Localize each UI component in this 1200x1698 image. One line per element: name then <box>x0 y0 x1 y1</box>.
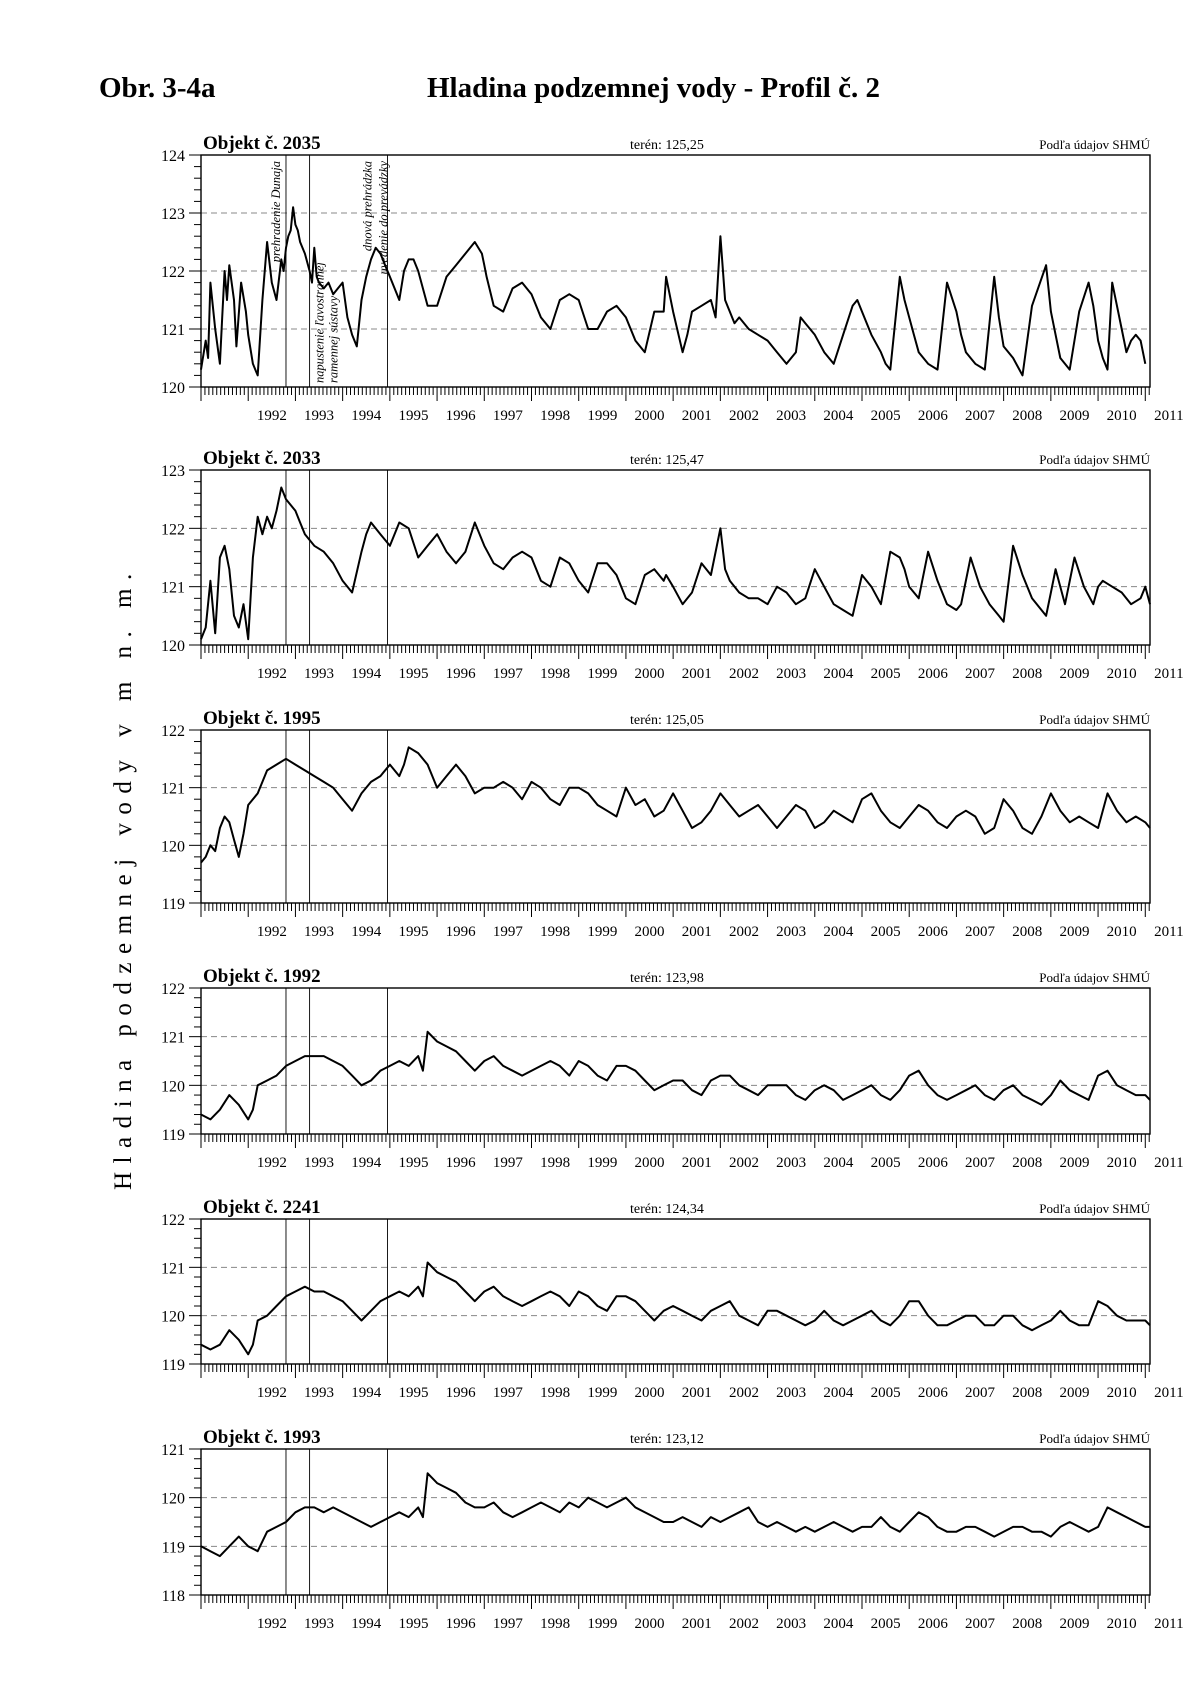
y-tick-label: 119 <box>161 1357 185 1374</box>
x-tick-label: 2001 <box>681 408 712 424</box>
x-tick-label: 1998 <box>540 1616 571 1632</box>
x-tick-label: 2000 <box>634 1385 665 1401</box>
x-tick-label: 2002 <box>728 408 759 424</box>
x-tick-label: 2003 <box>776 1155 807 1171</box>
x-tick-label: 1994 <box>351 408 382 424</box>
x-tick-label: 1992 <box>256 1385 287 1401</box>
y-tick-label: 121 <box>161 579 185 597</box>
chart-panel-1 <box>161 133 1184 424</box>
x-tick-label: 2010 <box>1106 1385 1137 1401</box>
x-tick-label: 1996 <box>445 408 476 424</box>
y-tick-label: 121 <box>161 322 185 339</box>
x-tick-label: 1999 <box>587 1616 618 1632</box>
x-tick-label: 2006 <box>917 1385 948 1401</box>
x-tick-label: 2004 <box>823 666 854 682</box>
event-annotation: ramennej sústavy <box>326 295 341 383</box>
x-tick-label: 1997 <box>492 666 523 682</box>
x-tick-label: 1992 <box>256 1616 287 1632</box>
y-tick-label: 119 <box>161 1539 185 1557</box>
x-tick-label: 2008 <box>1012 1616 1043 1632</box>
y-tick-label: 121 <box>161 780 185 798</box>
x-tick-label: 1994 <box>351 1616 382 1632</box>
x-tick-label: 2005 <box>870 1155 901 1171</box>
terrain-elevation: terén: 123,12 <box>630 1432 704 1447</box>
y-tick-label: 121 <box>161 1029 185 1047</box>
chart-panel-5 <box>161 1197 1184 1401</box>
x-tick-label: 2000 <box>634 1616 665 1632</box>
groundwater-level-line <box>201 1032 1150 1120</box>
y-tick-label: 121 <box>161 1260 185 1278</box>
x-tick-label: 2005 <box>870 1385 901 1401</box>
x-tick-label: 1997 <box>492 408 523 424</box>
y-tick-label: 120 <box>161 1490 185 1508</box>
x-tick-label: 2003 <box>776 924 807 940</box>
y-tick-label: 122 <box>161 521 185 539</box>
source-note: Podľa údajov SHMÚ <box>1039 137 1150 152</box>
x-tick-label: 1999 <box>587 666 618 682</box>
x-tick-label: 1995 <box>398 1385 429 1401</box>
x-tick-label: 1992 <box>256 408 287 424</box>
x-tick-label: 1998 <box>540 1385 571 1401</box>
x-tick-label: 2009 <box>1059 924 1090 940</box>
x-tick-label: 2002 <box>728 1616 759 1632</box>
figure-title: Hladina podzemnej vody - Profil č. 2 <box>427 72 880 104</box>
x-tick-label: 2001 <box>681 1385 712 1401</box>
x-tick-label: 1994 <box>351 1155 382 1171</box>
plot-frame <box>201 1449 1150 1595</box>
x-tick-label: 1992 <box>256 924 287 940</box>
x-tick-label: 1996 <box>445 924 476 940</box>
x-tick-label: 2001 <box>681 1155 712 1171</box>
x-tick-label: 2005 <box>870 1616 901 1632</box>
x-tick-label: 2002 <box>728 924 759 940</box>
x-tick-label: 2011 <box>1154 408 1184 424</box>
plot-frame <box>201 1219 1150 1364</box>
x-tick-label: 1999 <box>587 1385 618 1401</box>
x-tick-label: 2000 <box>634 666 665 682</box>
y-tick-label: 121 <box>161 1442 185 1459</box>
groundwater-level-line <box>201 1473 1150 1556</box>
x-tick-label: 2006 <box>917 924 948 940</box>
x-tick-label: 1999 <box>587 408 618 424</box>
x-tick-label: 2004 <box>823 924 854 940</box>
x-tick-label: 2010 <box>1106 1616 1137 1632</box>
x-tick-label: 1994 <box>351 666 382 682</box>
x-tick-label: 2008 <box>1012 666 1043 682</box>
source-note: Podľa údajov SHMÚ <box>1039 1201 1150 1216</box>
x-tick-label: 1993 <box>304 1616 335 1632</box>
x-tick-label: 2008 <box>1012 1385 1043 1401</box>
x-tick-label: 1998 <box>540 924 571 940</box>
x-tick-label: 1998 <box>540 1155 571 1171</box>
event-annotation: dnová prehrádzka <box>360 161 375 252</box>
x-tick-label: 1993 <box>304 924 335 940</box>
x-tick-label: 1995 <box>398 924 429 940</box>
event-annotation: napustenie ľavostrannej <box>312 262 327 383</box>
chart-title: Objekt č. 1995 <box>203 708 321 729</box>
x-tick-label: 1995 <box>398 1616 429 1632</box>
chart-title: Objekt č. 2241 <box>203 1197 321 1218</box>
x-tick-label: 2009 <box>1059 666 1090 682</box>
x-tick-label: 2004 <box>823 1385 854 1401</box>
x-tick-label: 1993 <box>304 408 335 424</box>
chart-panel-3 <box>161 708 1184 940</box>
y-tick-label: 122 <box>161 981 185 998</box>
x-tick-label: 2009 <box>1059 1155 1090 1171</box>
y-tick-label: 122 <box>161 1212 185 1229</box>
y-tick-label: 120 <box>161 1308 185 1326</box>
x-tick-label: 2007 <box>965 924 996 940</box>
x-tick-label: 2001 <box>681 666 712 682</box>
y-tick-label: 120 <box>161 838 185 856</box>
plot-frame <box>201 470 1150 645</box>
x-tick-label: 2002 <box>728 1385 759 1401</box>
x-tick-label: 2002 <box>728 666 759 682</box>
groundwater-level-line <box>201 488 1150 640</box>
plot-frame <box>201 730 1150 903</box>
x-tick-label: 2006 <box>917 408 948 424</box>
chart-panel-6 <box>161 1427 1184 1632</box>
chart-panel-4 <box>161 966 1184 1171</box>
x-tick-label: 2002 <box>728 1155 759 1171</box>
terrain-elevation: terén: 125,25 <box>630 138 704 153</box>
x-tick-label: 2003 <box>776 666 807 682</box>
source-note: Podľa údajov SHMÚ <box>1039 452 1150 467</box>
x-tick-label: 2001 <box>681 1616 712 1632</box>
x-tick-label: 1995 <box>398 1155 429 1171</box>
terrain-elevation: terén: 123,98 <box>630 971 704 986</box>
x-tick-label: 1994 <box>351 1385 382 1401</box>
y-tick-label: 118 <box>161 1588 185 1605</box>
x-tick-label: 2006 <box>917 1155 948 1171</box>
x-tick-label: 2004 <box>823 1616 854 1632</box>
y-tick-label: 123 <box>161 206 185 223</box>
x-tick-label: 2008 <box>1012 1155 1043 1171</box>
x-tick-label: 1993 <box>304 1385 335 1401</box>
x-tick-label: 1994 <box>351 924 382 940</box>
x-tick-label: 2011 <box>1154 924 1184 940</box>
x-tick-label: 1995 <box>398 408 429 424</box>
x-tick-label: 2004 <box>823 408 854 424</box>
x-tick-label: 1996 <box>445 1155 476 1171</box>
x-tick-label: 2010 <box>1106 924 1137 940</box>
y-tick-label: 120 <box>161 638 185 655</box>
x-tick-label: 2000 <box>634 408 665 424</box>
x-tick-label: 2006 <box>917 666 948 682</box>
event-annotation: prehradenie Dunaja <box>268 161 283 263</box>
y-tick-label: 122 <box>161 723 185 740</box>
x-tick-label: 1996 <box>445 1616 476 1632</box>
x-tick-label: 1993 <box>304 1155 335 1171</box>
y-tick-label: 120 <box>161 1078 185 1096</box>
x-tick-label: 2000 <box>634 1155 665 1171</box>
chart-title: Objekt č. 2035 <box>203 133 321 154</box>
y-tick-label: 119 <box>161 896 185 913</box>
y-tick-label: 124 <box>161 148 185 165</box>
x-tick-label: 2005 <box>870 408 901 424</box>
x-tick-label: 2011 <box>1154 1616 1184 1632</box>
x-tick-label: 2008 <box>1012 924 1043 940</box>
source-note: Podľa údajov SHMÚ <box>1039 712 1150 727</box>
x-tick-label: 1999 <box>587 924 618 940</box>
chart-title: Objekt č. 1993 <box>203 1427 321 1448</box>
x-tick-label: 1997 <box>492 1385 523 1401</box>
x-tick-label: 1998 <box>540 408 571 424</box>
x-tick-label: 2010 <box>1106 1155 1137 1171</box>
x-tick-label: 1995 <box>398 666 429 682</box>
x-tick-label: 2003 <box>776 1616 807 1632</box>
x-tick-label: 2007 <box>965 666 996 682</box>
x-tick-label: 1997 <box>492 1616 523 1632</box>
x-tick-label: 2004 <box>823 1155 854 1171</box>
x-tick-label: 2010 <box>1106 666 1137 682</box>
x-tick-label: 1992 <box>256 1155 287 1171</box>
y-tick-label: 123 <box>161 463 185 480</box>
groundwater-level-line <box>201 207 1145 375</box>
terrain-elevation: terén: 125,05 <box>630 713 704 728</box>
plot-frame <box>201 988 1150 1134</box>
x-tick-label: 1996 <box>445 1385 476 1401</box>
x-tick-label: 2009 <box>1059 408 1090 424</box>
x-tick-label: 1993 <box>304 666 335 682</box>
x-tick-label: 2009 <box>1059 1385 1090 1401</box>
x-tick-label: 2011 <box>1154 666 1184 682</box>
x-tick-label: 2003 <box>776 408 807 424</box>
x-tick-label: 2001 <box>681 924 712 940</box>
shared-y-axis-label: Hladina podzemnej vody v m n. m. <box>110 565 137 1190</box>
figure-label: Obr. 3-4a <box>99 72 216 104</box>
source-note: Podľa údajov SHMÚ <box>1039 1431 1150 1446</box>
x-tick-label: 2000 <box>634 924 665 940</box>
y-tick-label: 122 <box>161 264 185 281</box>
x-tick-label: 2005 <box>870 666 901 682</box>
x-tick-label: 1997 <box>492 1155 523 1171</box>
x-tick-label: 2011 <box>1154 1155 1184 1171</box>
x-tick-label: 2003 <box>776 1385 807 1401</box>
x-tick-label: 2007 <box>965 1385 996 1401</box>
x-tick-label: 2009 <box>1059 1616 1090 1632</box>
x-tick-label: 2007 <box>965 1155 996 1171</box>
chart-panel-2 <box>161 448 1184 682</box>
x-tick-label: 1997 <box>492 924 523 940</box>
x-tick-label: 2006 <box>917 1616 948 1632</box>
x-tick-label: 1999 <box>587 1155 618 1171</box>
terrain-elevation: terén: 125,47 <box>630 453 704 468</box>
x-tick-label: 2005 <box>870 924 901 940</box>
y-tick-label: 120 <box>161 380 185 397</box>
x-tick-label: 1992 <box>256 666 287 682</box>
terrain-elevation: terén: 124,34 <box>630 1202 704 1217</box>
groundwater-level-line <box>201 1263 1150 1355</box>
y-tick-label: 119 <box>161 1127 185 1144</box>
x-tick-label: 2010 <box>1106 408 1137 424</box>
x-tick-label: 2008 <box>1012 408 1043 424</box>
x-tick-label: 1998 <box>540 666 571 682</box>
source-note: Podľa údajov SHMÚ <box>1039 970 1150 985</box>
chart-title: Objekt č. 2033 <box>203 448 321 469</box>
x-tick-label: 2007 <box>965 408 996 424</box>
x-tick-label: 2007 <box>965 1616 996 1632</box>
chart-title: Objekt č. 1992 <box>203 966 321 987</box>
event-annotation: uvedenie do prevádzky <box>376 161 391 275</box>
x-tick-label: 1996 <box>445 666 476 682</box>
x-tick-label: 2011 <box>1154 1385 1184 1401</box>
